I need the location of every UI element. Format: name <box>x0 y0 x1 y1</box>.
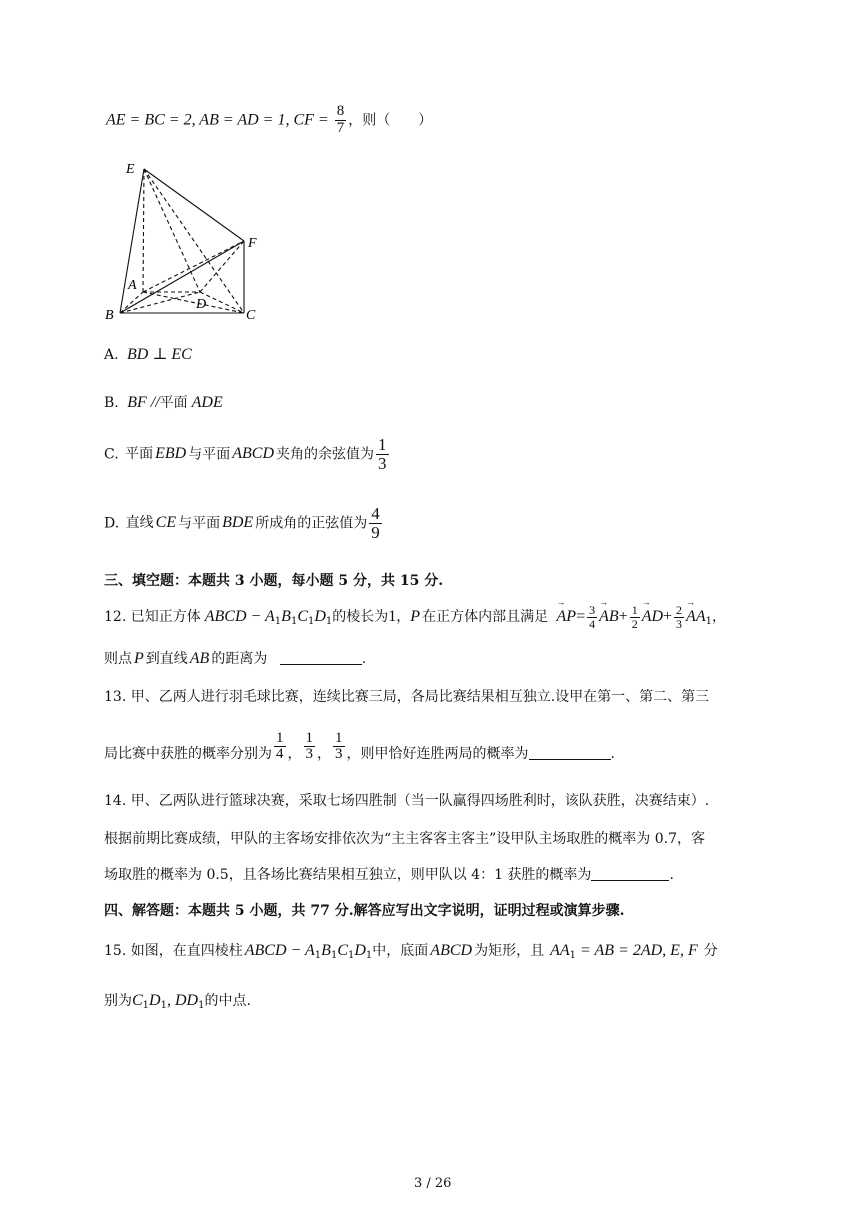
q14-line3: 场取胜的概率为 0.5，且各场比赛结果相互独立，则甲队以 4：1 获胜的概率为 . <box>104 867 674 883</box>
q12-line1: 12. 已知正方体 ABCD − $A_1B_1C_1D_1$的棱长为1，P 在正方体内部且满足 → AP= $\frac{3}{4}$ → AB+ $\frac{1}{2}$ → AD+ $\frac{2}{3}$ → $AA_1$， <box>104 597 726 631</box>
q11-condition-line <box>106 104 432 137</box>
label-F: F <box>248 236 257 251</box>
option-d-fraction: $\frac{4}{9}$ <box>371 504 380 542</box>
label-A: A <box>128 278 137 293</box>
q12-answer-blank[interactable] <box>280 650 362 665</box>
section4-title: 四、解答题：本题共 5 小题，共 77 分.解答应写出文字说明，证明过程或演算步骤. <box>104 903 625 919</box>
section3-title: 三、填空题：本题共 3 小题，每小题 5 分，共 15 分. <box>104 573 444 589</box>
q13-line1: 13. 甲、乙两人进行羽毛球比赛，连续比赛三局，各局比赛结果相互独立.设甲在第一、第二、第三 <box>104 689 710 705</box>
q15-line1: 15. 如图，在直四棱柱 ABCD − $A_1B_1C_1D_1$中，底面 ABCD 为矩形，且 $AA_1$ = AB = 2AD, E, F 分 <box>104 942 718 961</box>
option-c: C. 平面 EBD 与平面 ABCD 夹角的余弦值为 $\frac{1}{3}$ <box>104 435 387 473</box>
option-a: A. BD ⊥ EC <box>104 346 192 363</box>
cf-fraction: $\frac{8}{7}$ <box>336 103 345 136</box>
q11-tail: ，则（ ） <box>348 112 433 129</box>
label-B: B <box>105 308 114 323</box>
q13-answer-blank[interactable] <box>529 745 611 760</box>
label-C: C <box>246 308 256 323</box>
q13-line2: 局比赛中获胜的概率分别为 $\frac{1}{4}$ ， $\frac{1}{3}$ ， $\frac{1}{3}$ ，则甲恰好连胜两局的概率为 . <box>104 729 615 763</box>
q14-line1: 14. 甲、乙两队进行篮球决赛，采取七场四胜制（当一队赢得四场胜利时，该队获胜，决赛结束）. <box>104 793 710 809</box>
label-D: D <box>196 297 207 312</box>
option-d: D. 直线 CE 与平面 BDE 所成角的正弦值为 $\frac{4}{9}$ <box>104 504 380 542</box>
label-E: E <box>126 162 135 177</box>
q11-figure <box>100 155 270 325</box>
q15-line2: 别为$C_1D_1$, $DD_1$的中点. <box>104 992 251 1011</box>
q11-equation: AE = BC = 2, AB = AD = 1, CF = <box>106 111 333 129</box>
page-number: 3 / 26 <box>414 1176 452 1191</box>
option-b: B. BF //平面 ADE <box>104 394 223 411</box>
q12-line2: 则点 P 到直线 AB 的距离为 . <box>104 650 367 667</box>
q14-answer-blank[interactable] <box>591 866 669 881</box>
option-c-fraction: $\frac{1}{3}$ <box>378 435 387 473</box>
q14-line2: 根据前期比赛成绩，甲队的主客场安排依次为“主主客客主客主”设甲队主场取胜的概率为 0.7，客 <box>104 831 706 847</box>
